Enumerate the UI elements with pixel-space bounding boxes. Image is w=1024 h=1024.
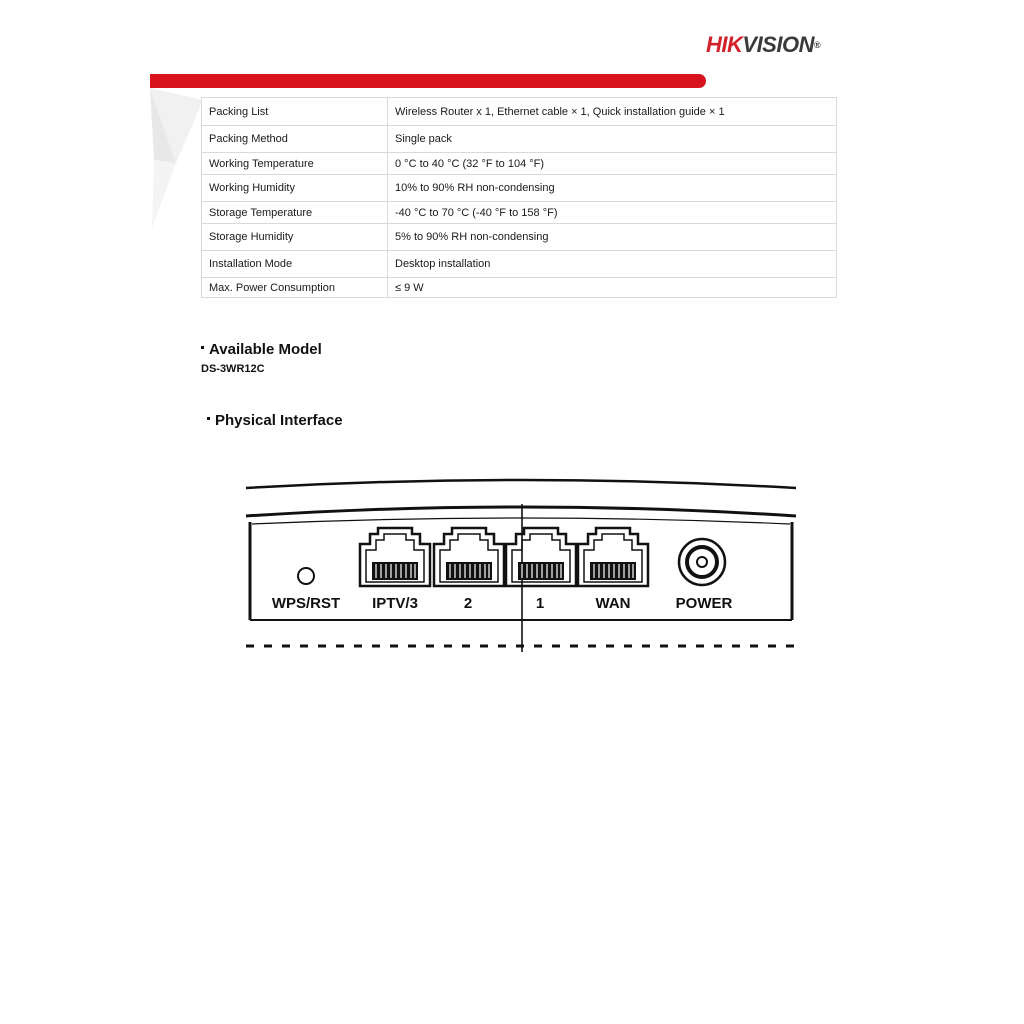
port-label-wan: WAN (595, 595, 631, 612)
spec-value: Wireless Router x 1, Ethernet cable × 1, Quick installation guide × 1 (388, 98, 837, 126)
power-jack-icon (679, 539, 725, 585)
spec-value: 5% to 90% RH non-condensing (388, 224, 837, 251)
spec-label: Max. Power Consumption (202, 278, 388, 298)
lan1-port-icon (506, 528, 576, 586)
spec-value: Single pack (388, 126, 837, 153)
wps-reset-hole-icon (298, 568, 314, 584)
table-row (202, 98, 837, 126)
spec-value: 10% to 90% RH non-condensing (388, 175, 837, 202)
model-name: DS-3WR12C (201, 363, 265, 375)
spec-value: ≤ 9 W (388, 278, 837, 298)
table-row (202, 224, 837, 251)
header-red-bar (150, 74, 706, 88)
spec-label: Packing List (202, 98, 388, 126)
lan2-port-icon (434, 528, 504, 586)
port-label-2: 2 (463, 595, 473, 612)
iptv3-port-icon (360, 528, 430, 586)
port-label-wps-rst: WPS/RST (271, 595, 341, 612)
spec-value: -40 °C to 70 °C (-40 °F to 158 °F) (388, 202, 837, 224)
spec-value: 0 °C to 40 °C (32 °F to 104 °F) (388, 153, 837, 175)
decorative-watermark-shape (148, 88, 208, 233)
table-row (202, 175, 837, 202)
spec-label: Working Temperature (202, 153, 388, 175)
port-label-1: 1 (535, 595, 545, 612)
bullet-icon (207, 417, 210, 420)
available-model-heading: Available Model (201, 341, 322, 359)
port-label-power: POWER (675, 595, 733, 612)
spec-label: Packing Method (202, 126, 388, 153)
wan-port-icon (578, 528, 648, 586)
table-row (202, 202, 837, 224)
spec-table (201, 97, 837, 298)
router-rear-panel-illustration (244, 474, 800, 654)
bullet-icon (201, 346, 204, 349)
spec-label: Storage Temperature (202, 202, 388, 224)
hikvision-logo: HIKVISION® (706, 32, 821, 57)
port-label-iptv3: IPTV/3 (372, 595, 418, 612)
spec-value: Desktop installation (388, 251, 837, 278)
spec-label: Storage Humidity (202, 224, 388, 251)
physical-interface-heading: Physical Interface (207, 412, 343, 430)
table-row (202, 278, 837, 298)
table-row (202, 126, 837, 153)
table-row (202, 251, 837, 278)
spec-label: Installation Mode (202, 251, 388, 278)
table-row (202, 153, 837, 175)
spec-label: Working Humidity (202, 175, 388, 202)
